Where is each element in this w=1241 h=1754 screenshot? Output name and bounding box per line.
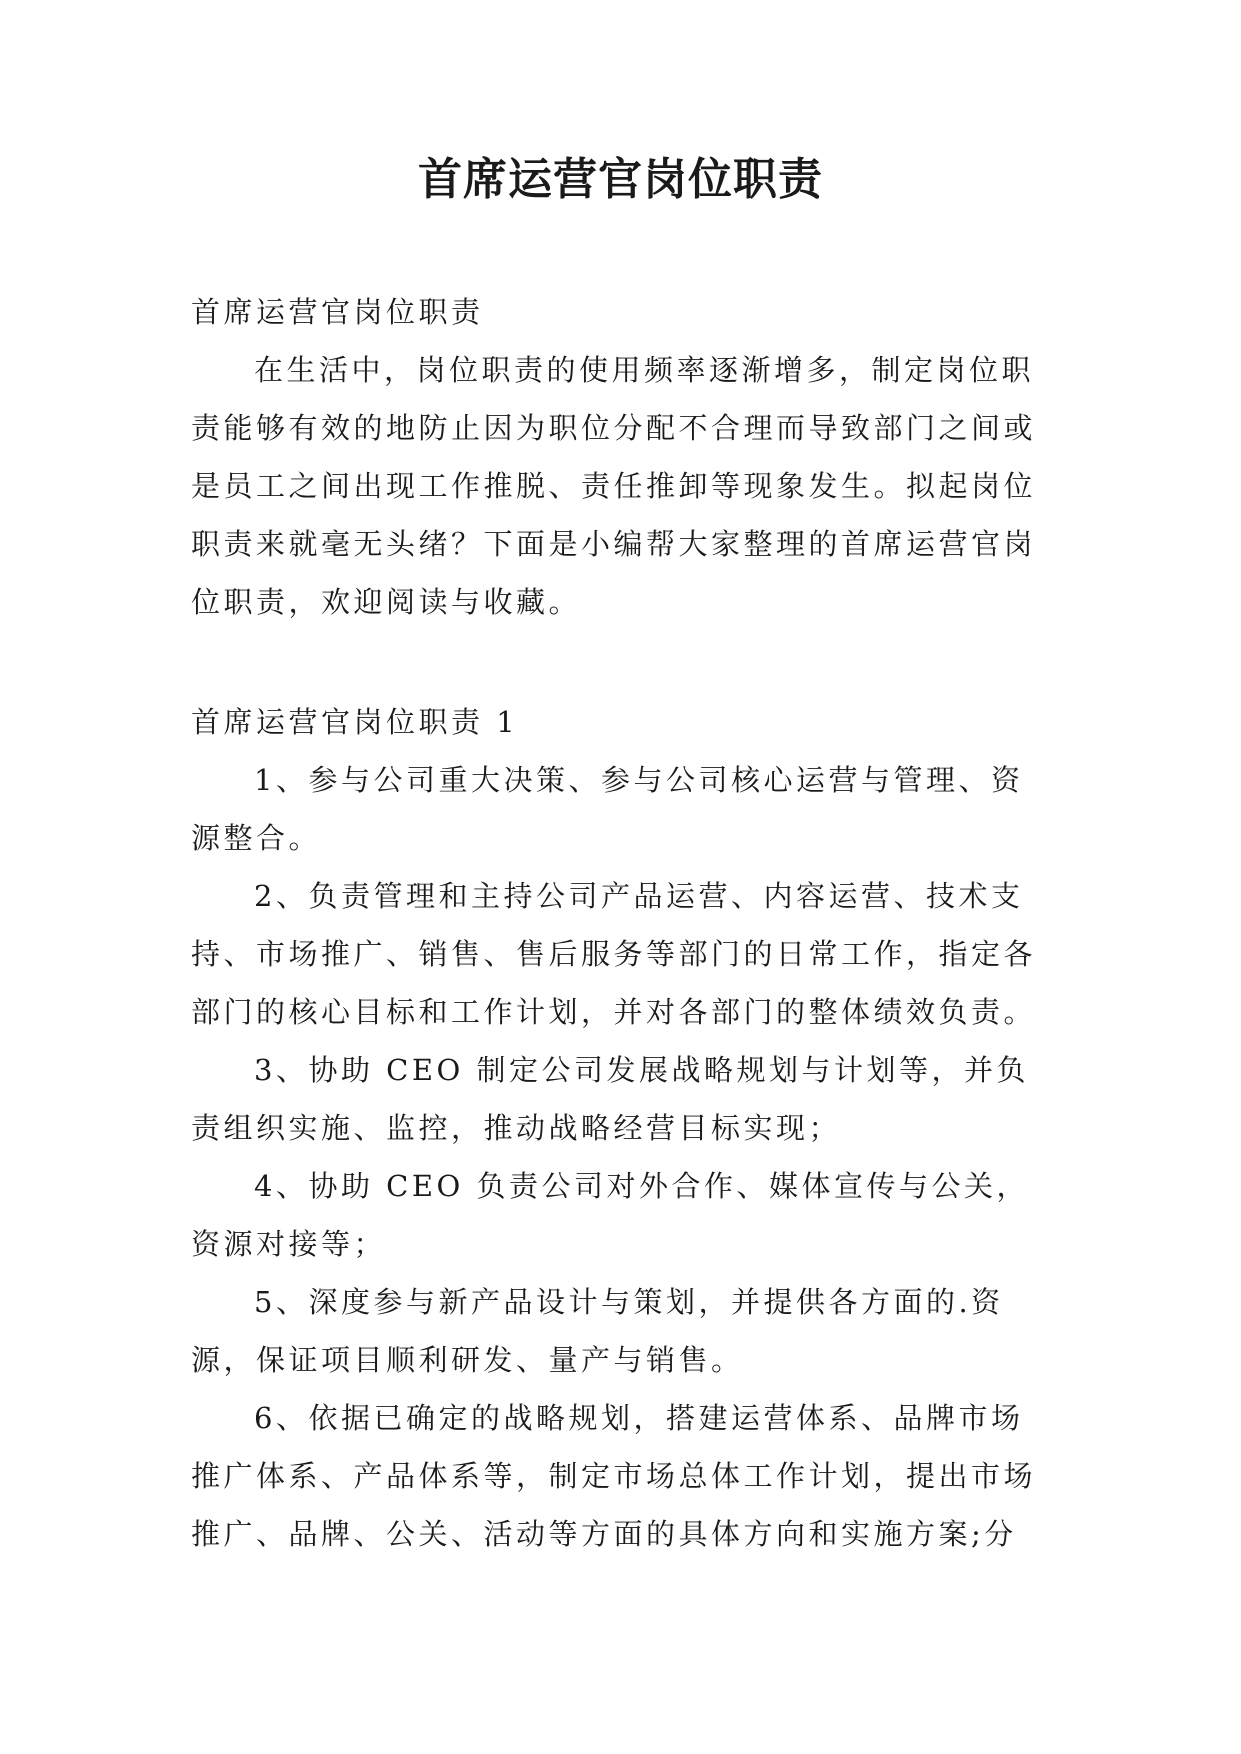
intro-heading: 首席运营官岗位职责 [191, 295, 484, 329]
duty-item: 1、参与公司重大决策、参与公司核心运营与管理、资源整合。 [191, 763, 1024, 855]
duty-item: 6、依据已确定的战略规划，搭建运营体系、品牌市场推广体系、产品体系等，制定市场总体工作计划，提出市场推广、品牌、公关、活动等方面的具体方向和实施方案;分 [191, 1401, 1037, 1551]
duty-item: 2、负责管理和主持公司产品运营、内容运营、技术支持、市场推广、销售、售后服务等部门的日常工作，指定各部门的核心目标和工作计划，并对各部门的整体绩效负责。 [191, 879, 1037, 1029]
duty-item: 5、深度参与新产品设计与策划，并提供各方面的.资源，保证项目顺利研发、量产与销售。 [191, 1285, 1004, 1377]
duties-section [191, 693, 1051, 1563]
intro-paragraph: 在生活中，岗位职责的使用频率逐渐增多，制定岗位职责能够有效的地防止因为职位分配不合理而导致部门之间或是员工之间出现工作推脱、责任推卸等现象发生。拟起岗位职责来就毫无头绪？下面是小编帮大家整理的首席运营官岗位职责，欢迎阅读与收藏。 [191, 353, 1037, 619]
section-heading: 首席运营官岗位职责 1 [191, 705, 519, 739]
duty-item: 4、协助 CEO 负责公司对外合作、媒体宣传与公关，资源对接等； [191, 1169, 1030, 1261]
duty-item: 3、协助 CEO 制定公司发展战略规划与计划等，并负责组织实施、监控，推动战略经营目标实现； [191, 1053, 1030, 1145]
intro-section [191, 283, 1051, 631]
document-title: 首席运营官岗位职责 [418, 154, 823, 205]
